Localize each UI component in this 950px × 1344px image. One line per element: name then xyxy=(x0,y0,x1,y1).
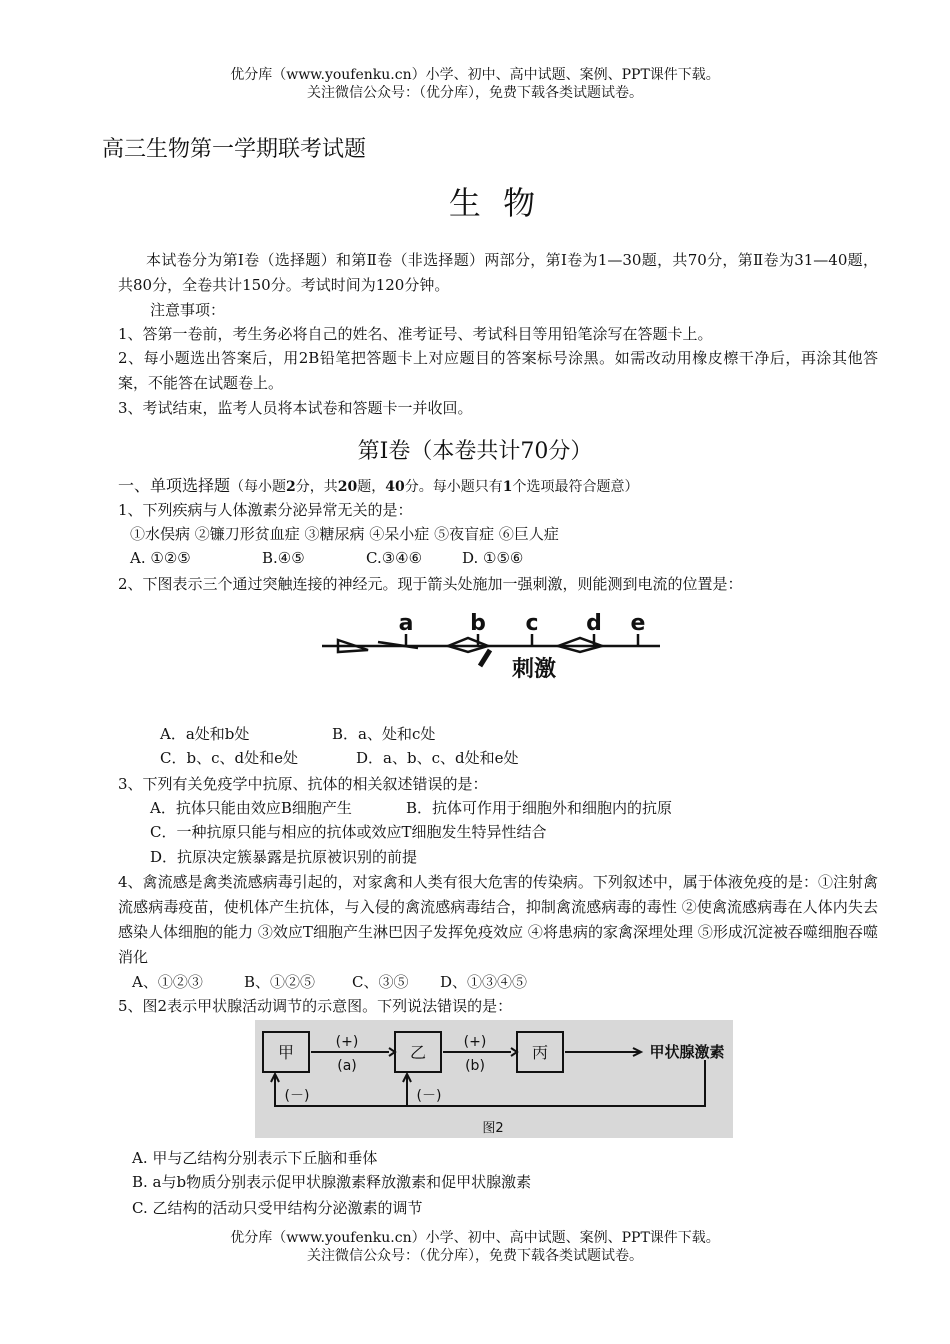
stimulus-arrow xyxy=(480,650,490,666)
q3-option-c: C．一种抗原只能与相应的抗体或效应T细胞发生特异性结合 xyxy=(150,823,547,841)
q2-option-b: B．a、处和c处 xyxy=(332,725,436,743)
plus-label-1: (+) xyxy=(335,1034,359,1050)
sub-label-b: (b) xyxy=(465,1058,485,1074)
q1-option-c: C.③④⑥ xyxy=(366,549,423,567)
label-e: e xyxy=(630,611,646,636)
label-a: a xyxy=(398,611,414,636)
q3-option-b: B．抗体可作用于细胞外和细胞内的抗原 xyxy=(406,799,673,817)
part-1-label: 一、单项选择题 xyxy=(118,476,231,495)
q1-stem: 1、下列疾病与人体激素分泌异常无关的是： xyxy=(118,501,413,519)
q1-items: ①水俣病 ②镰刀形贫血症 ③糖尿病 ④呆小症 ⑤夜盲症 ⑥巨人症 xyxy=(130,525,559,543)
intro-paragraph: 本试卷分为第Ⅰ卷（选择题）和第Ⅱ卷（非选择题）两部分，第Ⅰ卷为1—30题，共70分，第Ⅱ卷为31—40题，共80分，全卷共计150分。考试时间为120分钟。 xyxy=(118,251,878,294)
q4-option-a: A、①②③ xyxy=(132,973,203,991)
neuron-diagram xyxy=(318,606,668,700)
sub-label-a: (a) xyxy=(337,1058,357,1074)
q2-option-d: D．a、b、c、d处和e处 xyxy=(356,749,519,767)
footer-line-1: 优分库（www.youfenku.cn）小学、初中、高中试题、案例、PPT课件下载。 xyxy=(230,1230,720,1246)
label-b: b xyxy=(470,611,486,636)
footer-line-2: 关注微信公众号：（优分库），免费下载各类试题试卷。 xyxy=(307,1248,643,1264)
q3-option-d: D．抗原决定簇暴露是抗原被识别的前提 xyxy=(150,848,418,866)
notice-title: 注意事项： xyxy=(150,301,226,319)
stimulus-label: 刺激 xyxy=(511,657,557,682)
q5-option-a: A. 甲与乙结构分别表示下丘脑和垂体 xyxy=(132,1149,378,1167)
part-1-total: 40 xyxy=(385,479,405,495)
part-1-one: 1 xyxy=(502,479,513,495)
part-1-count: 20 xyxy=(337,479,358,495)
figure-caption: 图2 xyxy=(482,1121,504,1136)
q2-option-a: A．a处和b处 xyxy=(160,725,250,743)
part-1-note-b: 分，共 xyxy=(295,479,338,495)
exam-title: 高三生物第一学期联考试题 xyxy=(102,137,367,162)
q2-option-c: C．b、c、d处和e处 xyxy=(160,749,298,767)
notice-2: 2、每小题选出答案后，用2B铅笔把答题卡上对应题目的答案标号涂黑。如需改动用橡皮檫干净后，再涂其他答案，不能答在试题卷上。 xyxy=(118,349,878,392)
q5-option-b: B. a与b物质分别表示促甲状腺激素释放激素和促甲状腺激素 xyxy=(132,1173,532,1191)
q5-option-c: C. 乙结构的活动只受甲结构分泌激素的调节 xyxy=(132,1199,423,1217)
part-1-heading xyxy=(118,474,638,499)
q1-option-b: B.④⑤ xyxy=(262,549,305,567)
q4-option-c: C、③⑤ xyxy=(352,973,409,991)
subject-heading: 生 物 xyxy=(448,184,542,222)
part-1-note-e: 个选项最符合题意） xyxy=(512,479,639,495)
box-jia-label: 甲 xyxy=(277,1043,295,1062)
q1-option-d: D. ①⑤⑥ xyxy=(462,549,524,567)
header-line-1: 优分库（www.youfenku.cn）小学、初中、高中试题、案例、PPT课件下载。 xyxy=(230,67,720,83)
part-1-note-c: 题， xyxy=(357,479,386,495)
header-line-2: 关注微信公众号：（优分库），免费下载各类试题试卷。 xyxy=(307,85,643,101)
notice-1: 1、答第一卷前，考生务必将自己的姓名、准考证号、考试科目等用铅笔涂写在答题卡上。 xyxy=(118,325,713,343)
q1-option-a: A. ①②⑤ xyxy=(130,549,191,567)
q3-stem: 3、下列有关免疫学中抗原、抗体的相关叙述错误的是： xyxy=(118,775,488,793)
q5-stem: 5、图2表示甲状腺活动调节的示意图。下列说法错误的是： xyxy=(118,997,513,1015)
thyroid-regulation-diagram xyxy=(255,1020,733,1138)
q4-option-d: D、①③④⑤ xyxy=(440,973,528,991)
label-d: d xyxy=(586,611,602,636)
minus-label-1: (－) xyxy=(284,1088,310,1104)
label-c: c xyxy=(525,611,539,636)
minus-label-2: (－) xyxy=(416,1088,442,1104)
plus-label-2: (+) xyxy=(463,1034,487,1050)
notice-3: 3、考试结束，监考人员将本试卷和答题卡一并收回。 xyxy=(118,399,473,417)
q3-option-a: A．抗体只能由效应B细胞产生 xyxy=(150,799,352,817)
box-bing-label: 丙 xyxy=(531,1043,549,1062)
section-1-heading: 第Ⅰ卷（本卷共计70分） xyxy=(357,439,593,464)
part-1-points-each: 2 xyxy=(286,479,296,495)
q2-stem: 2、下图表示三个通过突触连接的神经元。现于箭头处施加一强刺激，则能测到电流的位置是： xyxy=(118,575,743,593)
q4-option-b: B、①②⑤ xyxy=(244,973,316,991)
part-1-note-a: （每小题 xyxy=(230,479,287,495)
q4-stem: 4、禽流感是禽类流感病毒引起的，对家禽和人类有很大危害的传染病。下列叙述中，属于体液免疫的是：①注射禽流感病毒疫苗，使机体产生抗体，与入侵的禽流感病毒结合，抑制禽流感病毒的毒性 ②使禽流感病毒在人体内失去感染人体细胞的能力 ③效应T细胞产生淋巴因子发挥免疫效应 ④将患病的家禽深埋处理 ⑤形成沉淀被吞噬细胞吞噬消化 xyxy=(118,873,878,966)
box-yi-label: 乙 xyxy=(409,1043,427,1062)
part-1-note-d: 分。每小题只有 xyxy=(404,479,503,495)
output-label: 甲状腺激素 xyxy=(649,1043,725,1061)
